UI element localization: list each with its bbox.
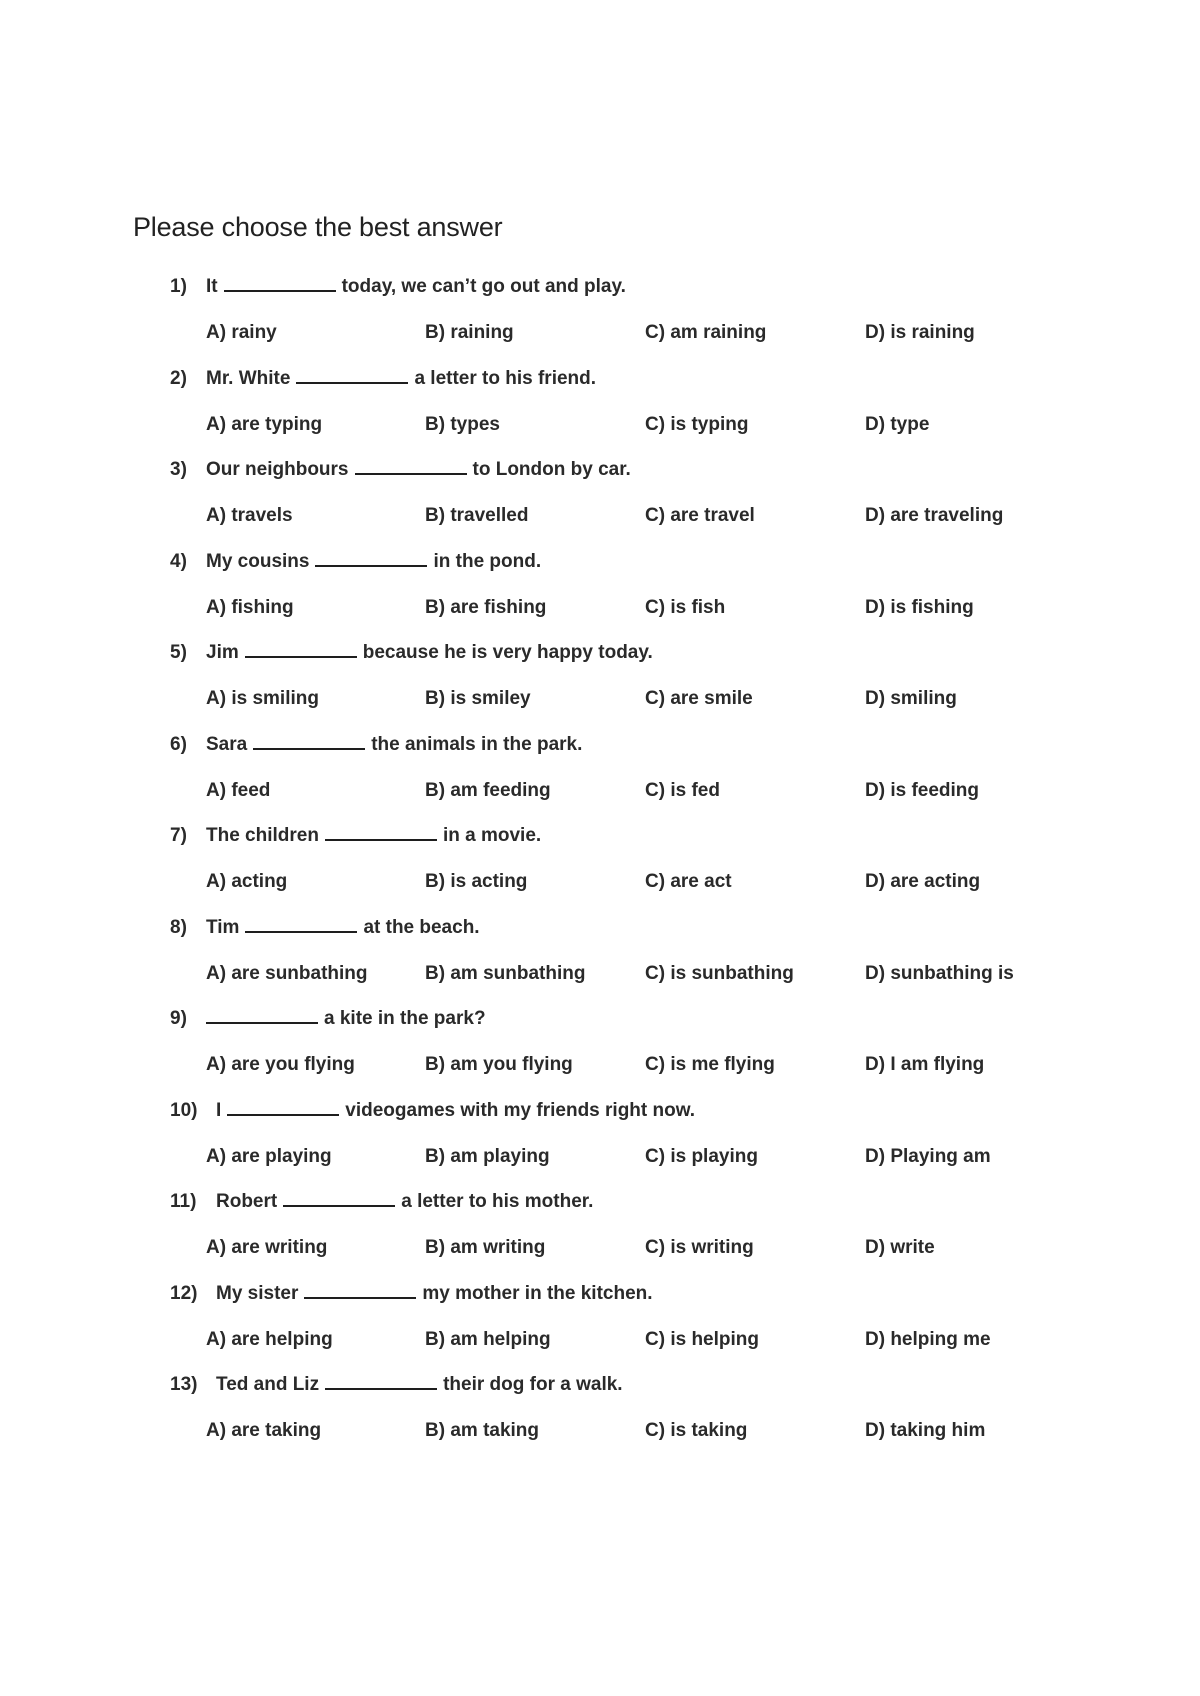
question-text-after: today, we can’t go out and play. [341, 276, 626, 297]
question-text-after: a kite in the park? [324, 1008, 486, 1029]
option-c[interactable]: C) is playing [645, 1146, 758, 1167]
question-text-after: the animals in the park. [371, 734, 583, 755]
question-text-after: their dog for a walk. [443, 1374, 623, 1395]
option-b[interactable]: B) am feeding [425, 780, 551, 801]
question-number: 10) [170, 1100, 198, 1121]
option-a[interactable]: A) is smiling [206, 688, 319, 709]
option-d[interactable]: D) write [865, 1237, 935, 1258]
option-a[interactable]: A) are sunbathing [206, 963, 368, 984]
question-item [0, 551, 1200, 643]
question-text-before: Sara [206, 734, 248, 755]
question-number: 6) [170, 734, 187, 755]
question-item [0, 459, 1200, 551]
question-text-after: a letter to his friend. [414, 368, 597, 389]
question-number: 4) [170, 551, 187, 572]
option-c[interactable]: C) is sunbathing [645, 963, 794, 984]
answer-blank[interactable] [245, 642, 357, 658]
question-text-before: Jim [206, 642, 239, 663]
option-b[interactable]: B) are fishing [425, 597, 547, 618]
question-item [0, 1008, 1200, 1100]
question-number: 13) [170, 1374, 198, 1395]
option-a[interactable]: A) feed [206, 780, 271, 801]
option-c[interactable]: C) are smile [645, 688, 753, 709]
question-stem [216, 1283, 653, 1305]
answer-blank[interactable] [304, 1283, 416, 1299]
question-item [0, 825, 1200, 917]
answer-blank[interactable] [325, 825, 437, 841]
option-d[interactable]: D) type [865, 414, 930, 435]
option-d[interactable]: D) smiling [865, 688, 957, 709]
option-a[interactable]: A) are you flying [206, 1054, 355, 1075]
question-item [0, 734, 1200, 826]
question-number: 5) [170, 642, 187, 663]
option-c[interactable]: C) is writing [645, 1237, 754, 1258]
question-item [0, 368, 1200, 460]
question-text-after: my mother in the kitchen. [422, 1283, 653, 1304]
answer-blank[interactable] [325, 1374, 437, 1390]
option-a[interactable]: A) are taking [206, 1420, 322, 1441]
question-stem [216, 1100, 695, 1122]
answer-blank[interactable] [245, 917, 357, 933]
option-d[interactable]: D) is raining [865, 322, 975, 343]
option-a[interactable]: A) rainy [206, 322, 277, 343]
question-text-before: It [206, 276, 218, 297]
answer-blank[interactable] [253, 734, 365, 750]
option-d[interactable]: D) helping me [865, 1329, 991, 1350]
question-number: 2) [170, 368, 187, 389]
question-text-after: a letter to his mother. [401, 1191, 594, 1212]
option-b[interactable]: B) am playing [425, 1146, 550, 1167]
question-item [0, 276, 1200, 368]
question-number: 12) [170, 1283, 198, 1304]
question-stem [206, 459, 631, 481]
option-a[interactable]: A) fishing [206, 597, 294, 618]
option-b[interactable]: B) types [425, 414, 500, 435]
question-number: 11) [170, 1191, 197, 1212]
option-b[interactable]: B) am helping [425, 1329, 551, 1350]
option-d[interactable]: D) are traveling [865, 505, 1004, 526]
option-d[interactable]: D) are acting [865, 871, 981, 892]
option-a[interactable]: A) acting [206, 871, 288, 892]
question-item [0, 1100, 1200, 1192]
question-item [0, 917, 1200, 1009]
option-b[interactable]: B) am you flying [425, 1054, 573, 1075]
option-d[interactable]: D) taking him [865, 1420, 986, 1441]
answer-blank[interactable] [206, 1008, 318, 1024]
option-c[interactable]: C) is fed [645, 780, 720, 801]
question-number: 1) [170, 276, 187, 297]
answer-blank[interactable] [227, 1100, 339, 1116]
question-stem [206, 642, 653, 664]
question-stem [206, 734, 582, 756]
option-c[interactable]: C) are act [645, 871, 732, 892]
answer-blank[interactable] [296, 368, 408, 384]
question-stem [206, 276, 626, 298]
question-text-after: at the beach. [363, 917, 480, 938]
question-text-after: in the pond. [433, 551, 542, 572]
question-stem [216, 1191, 593, 1213]
option-c[interactable]: C) am raining [645, 322, 767, 343]
question-text-after: to London by car. [472, 459, 631, 480]
option-a[interactable]: A) travels [206, 505, 293, 526]
question-number: 8) [170, 917, 187, 938]
question-stem [216, 1374, 623, 1396]
question-item [0, 1191, 1200, 1283]
question-text-after: in a movie. [442, 825, 542, 846]
option-a[interactable]: A) are helping [206, 1329, 333, 1350]
question-stem [206, 1008, 486, 1030]
question-text-before: My sister [216, 1283, 299, 1304]
option-c[interactable]: C) is helping [645, 1329, 759, 1350]
question-number: 9) [170, 1008, 187, 1029]
question-stem [206, 368, 596, 390]
answer-blank[interactable] [355, 459, 467, 475]
option-c[interactable]: C) is typing [645, 414, 749, 435]
option-a[interactable]: A) are typing [206, 414, 323, 435]
option-a[interactable]: A) are playing [206, 1146, 332, 1167]
question-item [0, 642, 1200, 734]
question-number: 3) [170, 459, 187, 480]
option-d[interactable]: D) Playing am [865, 1146, 991, 1167]
option-a[interactable]: A) are writing [206, 1237, 328, 1258]
question-text-after: because he is very happy today. [362, 642, 653, 663]
question-item [0, 1374, 1200, 1466]
question-text-before: Our neighbours [206, 459, 349, 480]
question-text-after: videogames with my friends right now. [345, 1100, 696, 1121]
option-d[interactable]: D) I am flying [865, 1054, 985, 1075]
option-b[interactable]: B) raining [425, 322, 514, 343]
question-stem [206, 825, 541, 847]
question-text-before: Robert [216, 1191, 278, 1212]
option-d[interactable]: D) is feeding [865, 780, 980, 801]
option-b[interactable]: B) am writing [425, 1237, 546, 1258]
option-d[interactable]: D) sunbathing is [865, 963, 1014, 984]
question-text-before: My cousins [206, 551, 310, 572]
option-b[interactable]: B) am taking [425, 1420, 540, 1441]
question-stem [206, 551, 541, 573]
worksheet-title: Please choose the best answer [133, 212, 503, 242]
option-c[interactable]: C) are travel [645, 505, 755, 526]
question-stem [206, 917, 480, 939]
option-c[interactable]: C) is me flying [645, 1054, 775, 1075]
question-text-before: Ted and Liz [216, 1374, 320, 1395]
answer-blank[interactable] [224, 276, 336, 292]
option-d[interactable]: D) is fishing [865, 597, 974, 618]
question-text-before: Mr. White [206, 368, 291, 389]
question-number: 7) [170, 825, 187, 846]
answer-blank[interactable] [315, 551, 427, 567]
option-b[interactable]: B) is acting [425, 871, 528, 892]
question-text-before: I [216, 1100, 222, 1121]
question-text-before: The children [206, 825, 319, 846]
option-b[interactable]: B) am sunbathing [425, 963, 586, 984]
option-b[interactable]: B) travelled [425, 505, 529, 526]
question-item [0, 1283, 1200, 1375]
option-c[interactable]: C) is fish [645, 597, 726, 618]
question-text-before: Tim [206, 917, 240, 938]
option-c[interactable]: C) is taking [645, 1420, 748, 1441]
option-b[interactable]: B) is smiley [425, 688, 531, 709]
answer-blank[interactable] [283, 1191, 395, 1207]
